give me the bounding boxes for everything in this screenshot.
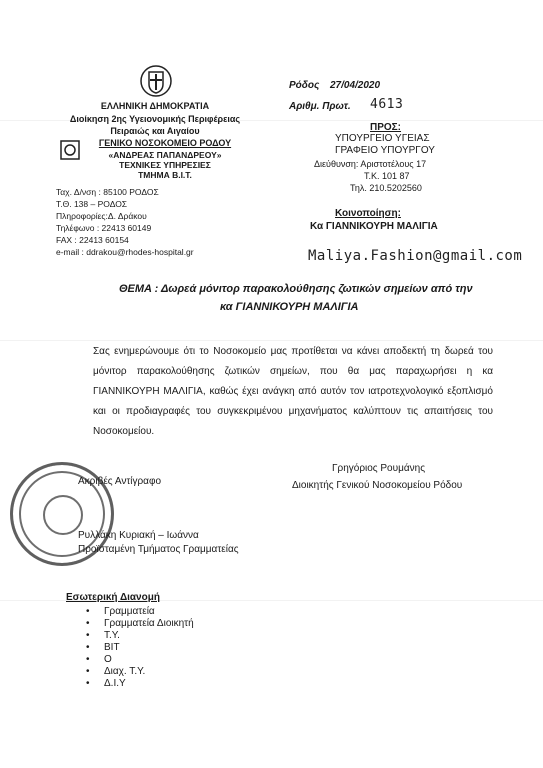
- department-1: ΤΕΧΝΙΚΕΣ ΥΠΗΡΕΣΙΕΣ: [119, 160, 211, 170]
- distribution-title: Εσωτερική Διανομή: [66, 592, 160, 603]
- distribution-item: • Δ.Ι.Υ: [86, 678, 194, 689]
- to-label: ΠΡΟΣ:: [370, 122, 402, 133]
- contact-po-box: Τ.Θ. 138 – ΡΟΔΟΣ: [56, 199, 128, 209]
- cc-label: Κοινοποίηση:: [335, 208, 401, 219]
- place-label: Ρόδος: [289, 80, 320, 91]
- recipient-office: ΓΡΑΦΕΙΟ ΥΠΟΥΡΓΟΥ: [335, 145, 435, 156]
- hospital-subname: «ΑΝΔΡΕΑΣ ΠΑΠΑΝΔΡΕΟΥ»: [108, 150, 222, 160]
- cc-name: Κα ΓΙΑΝΝΙΚΟΥΡΗ ΜΑΛΙΓΙΑ: [310, 221, 438, 232]
- hospital-name: ΓΕΝΙΚΟ ΝΟΣΟΚΟΜΕΙΟ ΡΟΔΟΥ: [98, 138, 232, 148]
- contact-email: e-mail : ddrakou@rhodes-hospital.gr: [56, 247, 194, 257]
- subject-line-1: ΘΕΜΑ : Δωρεά μόνιτορ παρακολούθησης ζωτικών σημείων από την: [119, 283, 473, 295]
- department-2: ΤΜΗΜΑ Β.Ι.Τ.: [138, 170, 192, 180]
- signer-title: Διοικητής Γενικού Νοσοκομείου Ρόδου: [292, 480, 463, 491]
- distribution-item: • Διαχ. Τ.Υ.: [86, 666, 194, 677]
- authority-line-1: Διοίκηση 2ης Υγειονομικής Περιφέρειας: [69, 114, 241, 124]
- distribution-item: • Ο: [86, 654, 194, 665]
- signer-name: Γρηγόριος Ρουμάνης: [332, 463, 426, 474]
- recipient-postcode: Τ.Κ. 101 87: [364, 171, 410, 181]
- protocol-label: Αριθμ. Πρωτ.: [289, 101, 351, 112]
- recipient-ministry: ΥΠΟΥΡΓΕΙΟ ΥΓΕΙΑΣ: [335, 133, 430, 144]
- distribution-item: • Γραμματεία: [86, 606, 194, 617]
- protocol-number: 4613: [370, 97, 404, 112]
- document-date: 27/04/2020: [330, 80, 381, 91]
- coat-of-arms-icon: [140, 64, 172, 98]
- copy-label: Ακριβές Αντίγραφο: [78, 476, 162, 487]
- distribution-list: [86, 605, 194, 690]
- contact-phone: Τηλέφωνο : 22413 60149: [56, 223, 152, 233]
- distribution-item: • Γραμματεία Διοικητή: [86, 618, 194, 629]
- distribution-item: • ΒΙΤ: [86, 642, 194, 653]
- contact-fax: FAX : 22413 60154: [56, 235, 129, 245]
- clerk-title: Προϊσταμένη Τμήματος Γραμματείας: [78, 544, 239, 555]
- authority-line-2: Πειραιώς και Αιγαίου: [110, 126, 200, 136]
- subject-line-2: κα ΓΙΑΝΝΙΚΟΥΡΗ ΜΑΛΙΓΙΑ: [220, 301, 359, 313]
- republic-label: ΕΛΛΗΝΙΚΗ ΔΗΜΟΚΡΑΤΙΑ: [100, 101, 210, 111]
- handwritten-email: Maliya.Fashion@gmail.com: [308, 248, 523, 264]
- hospital-logo-icon: [60, 140, 80, 160]
- distribution-item: • Τ.Υ.: [86, 630, 194, 641]
- recipient-phone: Τηλ. 210.5202560: [350, 183, 422, 193]
- recipient-address: Διεύθυνση: Αριστοτέλους 17: [314, 159, 427, 169]
- body-paragraph: Σας ενημερώνουμε ότι το Νοσοκομείο μας προτίθεται να κάνει αποδεκτή τη δωρεά του μόνιτορ παρακολούθησης ζωτικών σημείων, που θα μας παραχωρήσει η κα ΓΙΑΝΝΙΚΟΥΡΗ ΜΑΛΙΓΙΑ, καθώς έχει ανάγκη από αυτόν τον ιατροτεχνολογικό εξοπλισμό και οι προδιαγραφές του συγκεκριμένου μηχανήματος καλύπτουν τις απαιτήσεις του Νοσοκομείου.: [93, 346, 493, 437]
- contact-info: Πληροφορίες:Δ. Δράκου: [56, 211, 147, 221]
- clerk-name: Ρυλλάκη Κυριακή – Ιωάννα: [78, 530, 199, 541]
- contact-address: Ταχ. Δ/νση : 85100 ΡΟΔΟΣ: [56, 187, 159, 197]
